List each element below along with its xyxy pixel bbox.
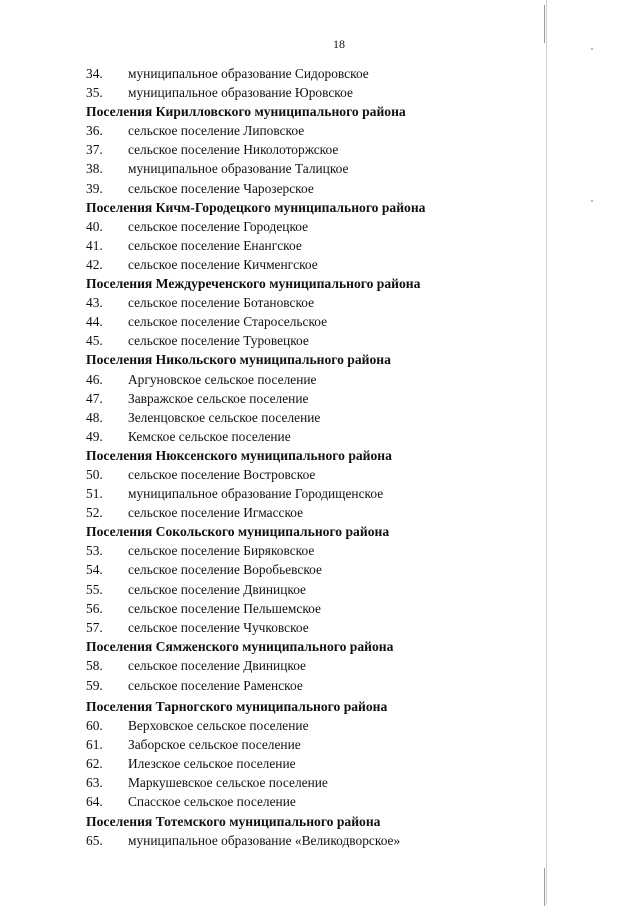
item-text: муниципальное образование «Великодворское» xyxy=(128,832,401,848)
list-item xyxy=(0,140,546,159)
item-text: сельское поселение Николоторжское xyxy=(128,142,339,158)
district-heading: Поселения Кирилловского муниципального района xyxy=(86,104,406,120)
item-text: сельское поселение Биряковское xyxy=(128,543,315,559)
list-item xyxy=(0,179,546,198)
item-text: муниципальное образование Городищенское xyxy=(128,486,384,502)
item-number: 49. xyxy=(86,428,103,444)
item-number: 48. xyxy=(86,409,103,425)
item-number: 65. xyxy=(86,832,103,848)
list-item xyxy=(0,217,546,236)
item-text: сельское поселение Липовское xyxy=(128,123,305,139)
district-heading: Поселения Никольского муниципального района xyxy=(86,352,391,368)
item-text: сельское поселение Енангское xyxy=(128,237,302,253)
list-item xyxy=(0,773,546,792)
item-number: 55. xyxy=(86,581,103,597)
item-number: 34. xyxy=(86,66,103,81)
scan-speck xyxy=(591,48,593,50)
district-heading: Поселения Сямженского муниципального района xyxy=(86,638,394,654)
item-text: сельское поселение Раменское xyxy=(128,678,303,693)
list-item xyxy=(0,735,546,754)
item-number: 51. xyxy=(86,486,103,502)
item-text: сельское поселение Воробьевское xyxy=(128,562,322,578)
list-item xyxy=(0,159,546,178)
item-text: муниципальное образование Сидоровское xyxy=(128,66,369,81)
item-number: 61. xyxy=(86,737,103,753)
item-text: сельское поселение Кичменгское xyxy=(128,256,318,272)
item-number: 64. xyxy=(86,794,103,810)
list-item xyxy=(0,370,546,389)
list-item xyxy=(0,792,546,811)
margin-line xyxy=(546,0,547,905)
list-item xyxy=(0,236,546,255)
margin-mark xyxy=(544,868,545,906)
list-item xyxy=(0,716,546,735)
list-item xyxy=(0,427,546,446)
item-number: 47. xyxy=(86,390,103,406)
list-item xyxy=(0,83,546,102)
list-item xyxy=(0,331,546,350)
list-item xyxy=(0,580,546,599)
item-number: 56. xyxy=(86,600,103,616)
item-number: 59. xyxy=(86,678,103,693)
item-text: Заборское сельское поселение xyxy=(128,737,301,753)
item-text: муниципальное образование Юровское xyxy=(128,85,353,101)
item-text: сельское поселение Чучковское xyxy=(128,619,309,635)
item-text: сельское поселение Ботановское xyxy=(128,295,315,311)
item-text: сельское поселение Востровское xyxy=(128,466,316,482)
item-text: сельское поселение Двиницкое xyxy=(128,657,307,673)
settlement-list xyxy=(0,64,546,850)
list-item xyxy=(0,293,546,312)
item-text: муниципальное образование Талицкое xyxy=(128,161,349,177)
item-number: 45. xyxy=(86,333,103,349)
list-item xyxy=(0,389,546,408)
list-item xyxy=(0,121,546,140)
item-text: сельское поселение Двиницкое xyxy=(128,581,307,597)
item-number: 58. xyxy=(86,657,103,673)
list-item xyxy=(0,599,546,618)
item-number: 37. xyxy=(86,142,103,158)
list-item xyxy=(0,484,546,503)
list-item xyxy=(0,465,546,484)
list-item xyxy=(0,312,546,331)
item-text: сельское поселение Старосельское xyxy=(128,314,328,330)
list-item xyxy=(0,560,546,579)
item-number: 57. xyxy=(86,619,103,635)
page-number: 18 xyxy=(333,37,345,51)
item-text: Аргуновское сельское поселение xyxy=(128,371,317,387)
margin-mark xyxy=(544,5,545,43)
list-item xyxy=(0,675,546,697)
item-text: Маркушевское сельское поселение xyxy=(128,775,328,791)
item-number: 46. xyxy=(86,371,103,387)
district-heading: Поселения Тарногского муниципального района xyxy=(86,699,388,714)
item-text: Верховское сельское поселение xyxy=(128,718,309,734)
item-number: 35. xyxy=(86,85,103,101)
item-number: 41. xyxy=(86,237,103,253)
district-heading: Поселения Сокольского муниципального района xyxy=(86,524,390,540)
list-item xyxy=(0,831,546,850)
list-item xyxy=(0,656,546,675)
item-number: 53. xyxy=(86,543,103,559)
item-text: сельское поселение Чарозерское xyxy=(128,180,314,196)
district-heading: Поселения Кичм-Городецкого муниципального района xyxy=(86,199,426,215)
item-number: 63. xyxy=(86,775,103,791)
item-number: 39. xyxy=(86,180,103,196)
list-item xyxy=(0,255,546,274)
item-text: Зеленцовское сельское поселение xyxy=(128,409,321,425)
item-text: Кемское сельское поселение xyxy=(128,428,291,444)
item-number: 42. xyxy=(86,256,103,272)
list-item xyxy=(0,618,546,637)
item-text: Илезское сельское поселение xyxy=(128,756,296,772)
district-heading: Поселения Тотемского муниципального района xyxy=(86,813,381,829)
item-number: 38. xyxy=(86,161,103,177)
list-item xyxy=(0,754,546,773)
item-number: 50. xyxy=(86,466,103,482)
item-number: 43. xyxy=(86,295,103,311)
list-item xyxy=(0,408,546,427)
list-item xyxy=(0,64,546,83)
item-text: Завражское сельское поселение xyxy=(128,390,309,406)
list-item xyxy=(0,503,546,522)
item-text: сельское поселение Пельшемское xyxy=(128,600,321,616)
item-text: сельское поселение Туровецкое xyxy=(128,333,309,349)
district-heading: Поселения Междуреченского муниципального района xyxy=(86,276,421,292)
item-text: Спасское сельское поселение xyxy=(128,794,296,810)
item-text: сельское поселение Городецкое xyxy=(128,218,309,234)
item-number: 62. xyxy=(86,756,103,772)
item-number: 40. xyxy=(86,218,103,234)
item-number: 60. xyxy=(86,718,103,734)
item-number: 54. xyxy=(86,562,103,578)
item-text: сельское поселение Игмасское xyxy=(128,505,304,521)
scan-speck xyxy=(591,200,593,202)
item-number: 44. xyxy=(86,314,103,330)
list-item xyxy=(0,541,546,560)
item-number: 36. xyxy=(86,123,103,139)
district-heading: Поселения Нюксенского муниципального района xyxy=(86,447,392,463)
item-number: 52. xyxy=(86,505,103,521)
